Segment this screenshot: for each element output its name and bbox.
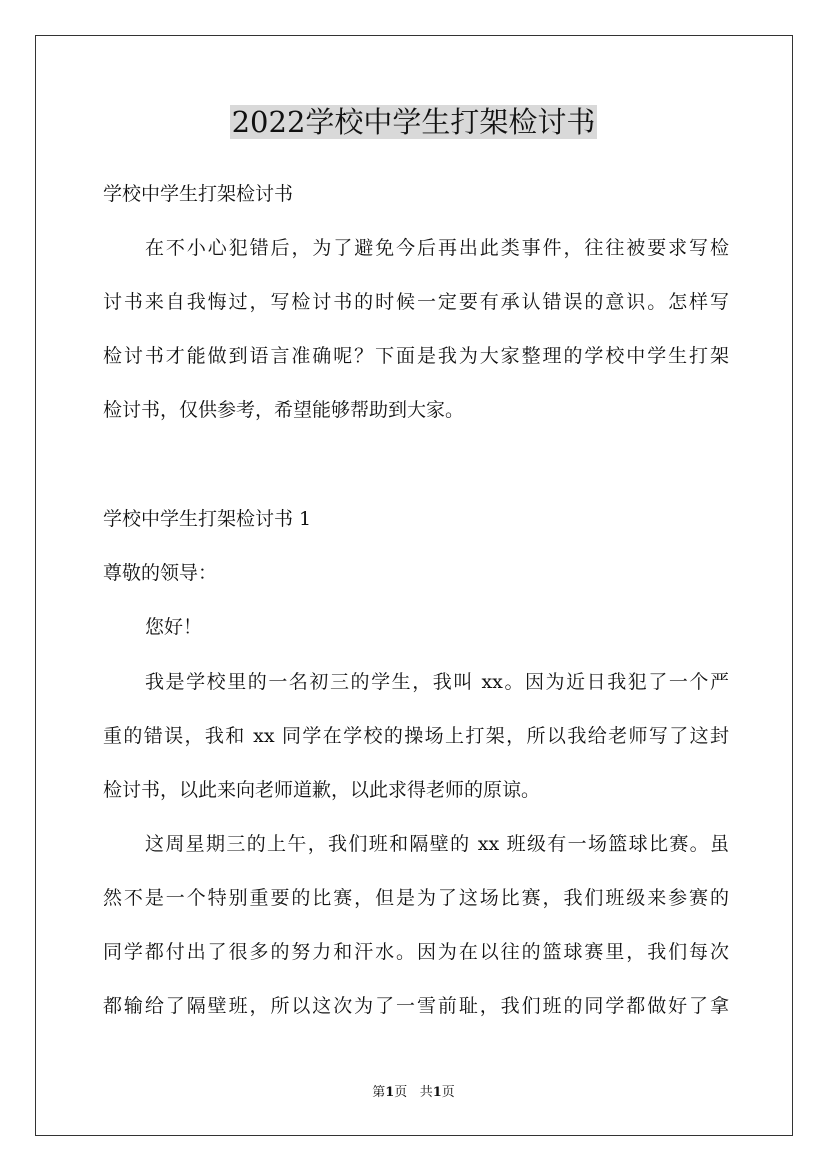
intro-line-1: 在不小心犯错后，为了避免今后再出此类事件，往往被要求写检 [145,237,729,259]
document-title-text: 2022学校中学生打架检讨书 [231,105,596,139]
footer-page-total: 1 [432,1085,442,1100]
paragraph2-line-1: 这周星期三的上午，我们班和隔壁的 xx 班级有一场篮球比赛。虽 [145,833,729,855]
intro-line-3: 检讨书才能做到语言准确呢？下面是我为大家整理的学校中学生打架 [103,345,729,367]
paragraph1-line-1: 我是学校里的一名初三的学生，我叫 xx。因为近日我犯了一个严 [145,671,729,693]
document-subtitle: 学校中学生打架检讨书 [103,183,294,205]
document-title [0,100,827,144]
paragraph1-line-3: 检讨书，以此来向老师道歉，以此求得老师的原谅。 [103,779,541,801]
section-heading: 学校中学生打架检讨书 1 [103,508,312,530]
paragraph2-line-4: 都输给了隔壁班，所以这次为了一雪前耻，我们班的同学都做好了拿 [103,995,729,1017]
intro-line-2: 讨书来自我悔过，写检讨书的时候一定要有承认错误的意识。怎样写 [103,291,729,313]
greeting: 您好！ [145,616,203,638]
footer-page-mid: 页 共 [394,1085,433,1100]
footer-page-prefix: 第 [372,1085,386,1100]
intro-line-4: 检讨书，仅供参考，希望能够帮助到大家。 [103,399,465,421]
paragraph1-line-2: 重的错误，我和 xx 同学在学校的操场上打架，所以我给老师写了这封 [103,725,729,747]
page-footer [0,1085,827,1101]
footer-page-suffix: 页 [441,1085,455,1100]
salutation: 尊敬的领导： [103,562,218,584]
paragraph2-line-3: 同学都付出了很多的努力和汗水。因为在以往的篮球赛里，我们每次 [103,941,729,963]
paragraph2-line-2: 然不是一个特别重要的比赛，但是为了这场比赛，我们班级来参赛的 [103,887,729,909]
footer-page-current: 1 [385,1085,395,1100]
